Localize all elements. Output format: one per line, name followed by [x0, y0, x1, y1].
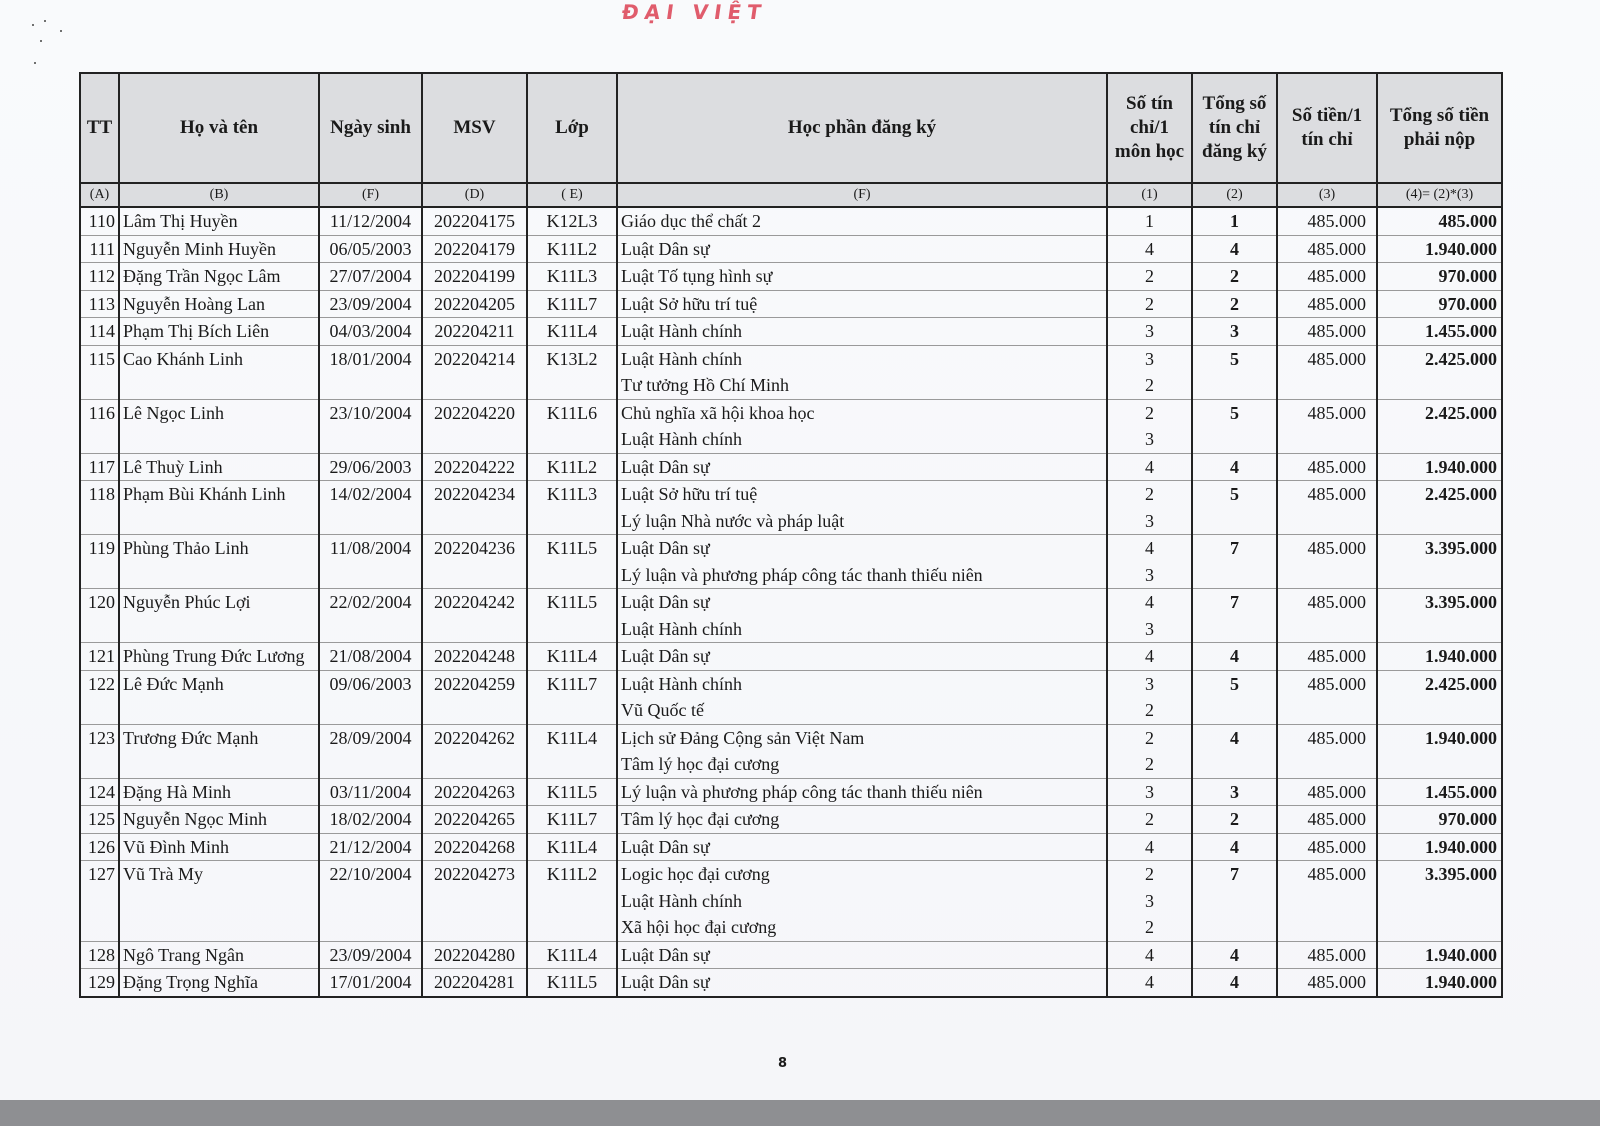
row-number: 129 [88, 972, 115, 992]
column-code-row [80, 183, 1502, 207]
code-courses: (F) [617, 183, 1107, 207]
price-per-credit: 485.000 [1307, 944, 1366, 965]
class-code: K11L3 [546, 266, 598, 286]
course-name: Luật Sở hữu trí tuệ [621, 484, 758, 504]
course-credits: 2 [1145, 864, 1154, 884]
total-credits: 3 [1230, 321, 1239, 341]
row-number: 125 [88, 809, 115, 829]
course-credits: 3 [1145, 429, 1154, 449]
class-code: K11L4 [546, 727, 598, 748]
price-per-credit: 485.000 [1307, 538, 1366, 558]
class-code: K11L2 [546, 456, 598, 477]
course-credits: 2 [1145, 402, 1154, 423]
code-tt: (A) [80, 183, 119, 207]
course-credits: 4 [1145, 456, 1154, 477]
class-code: K11L2 [546, 238, 598, 259]
code-total-credits: (2) [1192, 183, 1277, 207]
course-credits: 2 [1145, 727, 1154, 748]
table-row [80, 535, 1502, 589]
date-of-birth: 03/11/2004 [329, 781, 412, 802]
date-of-birth: 27/07/2004 [329, 266, 412, 286]
course-credits: 4 [1145, 538, 1154, 558]
student-name: Phạm Bùi Khánh Linh [123, 484, 286, 504]
course-credits: 3 [1145, 781, 1154, 802]
student-name: Đặng Trọng Nghĩa [123, 972, 259, 992]
course-name: Luật Dân sự [621, 592, 710, 612]
course-name: Xã hội học đại cương [621, 917, 777, 937]
code-total-amount: (4)= (2)*(3) [1377, 183, 1502, 207]
course-credits: 4 [1145, 944, 1154, 965]
student-id: 202204268 [434, 836, 515, 857]
date-of-birth: 21/08/2004 [329, 646, 412, 666]
table-row [80, 345, 1502, 399]
date-of-birth: 17/01/2004 [329, 972, 412, 992]
red-stamp-fragment: ĐẠI VIỆT [620, 0, 769, 24]
header-row [80, 73, 1502, 183]
row-number: 123 [88, 727, 115, 748]
price-per-credit: 485.000 [1307, 781, 1366, 802]
table-row [80, 235, 1502, 263]
course-credits: 2 [1145, 700, 1154, 720]
student-name: Phạm Thị Bích Liên [123, 321, 270, 341]
course-name: Luật Hành chính [621, 429, 742, 449]
student-name: Phùng Trung Đức Lương [123, 646, 305, 666]
total-amount: 2.425.000 [1425, 673, 1497, 694]
total-amount: 1.455.000 [1425, 781, 1497, 802]
student-name: Lê Đức Mạnh [123, 673, 224, 694]
total-amount: 970.000 [1438, 809, 1497, 829]
price-per-credit: 485.000 [1307, 673, 1366, 694]
course-name: Lý luận và phương pháp công tác thanh thiếu niên [621, 781, 983, 802]
price-per-credit: 485.000 [1307, 402, 1366, 423]
total-credits: 2 [1230, 809, 1239, 829]
price-per-credit: 485.000 [1307, 484, 1366, 504]
course-credits: 1 [1145, 211, 1154, 231]
course-credits: 4 [1145, 836, 1154, 857]
total-amount: 1.455.000 [1425, 321, 1497, 341]
class-code: K11L4 [546, 836, 598, 857]
total-amount: 2.425.000 [1425, 348, 1497, 369]
class-code: K11L3 [546, 484, 598, 504]
page-number: 8 [778, 1056, 788, 1071]
student-name: Trương Đức Mạnh [123, 727, 259, 748]
row-number: 119 [88, 538, 115, 558]
total-amount: 970.000 [1438, 266, 1497, 286]
student-id: 202204179 [434, 238, 515, 259]
code-class: ( E) [527, 183, 617, 207]
class-code: K11L5 [546, 781, 598, 802]
total-credits: 2 [1230, 293, 1239, 314]
date-of-birth: 18/01/2004 [329, 348, 412, 369]
student-id: 202204175 [434, 211, 515, 231]
course-credits: 2 [1145, 484, 1154, 504]
table-row [80, 263, 1502, 291]
table-row [80, 969, 1502, 997]
row-number: 124 [88, 781, 115, 802]
student-id: 202204236 [434, 538, 515, 558]
course-name: Luật Tố tụng hình sự [621, 266, 773, 286]
class-code: K11L4 [546, 646, 598, 666]
course-credits: 2 [1145, 293, 1154, 314]
total-credits: 5 [1230, 402, 1239, 423]
course-credits: 4 [1145, 592, 1154, 612]
class-code: K11L5 [546, 972, 598, 992]
row-number: 127 [88, 864, 115, 884]
course-name: Lý luận và phương pháp công tác thanh thiếu niên [621, 564, 983, 585]
price-per-credit: 485.000 [1307, 809, 1366, 829]
student-id: 202204199 [434, 266, 515, 286]
total-credits: 5 [1230, 673, 1239, 694]
class-code: K11L5 [546, 592, 598, 612]
row-number: 126 [88, 836, 115, 857]
course-credits: 3 [1145, 890, 1154, 911]
course-credits: 3 [1145, 510, 1154, 531]
class-code: K11L4 [546, 321, 598, 341]
student-name: Vũ Đình Minh [123, 836, 230, 857]
header-full-name: Họ và tên [119, 73, 319, 183]
student-id: 202204234 [434, 484, 515, 504]
student-name: Lê Ngọc Linh [123, 402, 224, 423]
class-code: K11L7 [546, 673, 598, 694]
course-name: Luật Dân sự [621, 238, 710, 259]
student-id: 202204273 [434, 864, 515, 884]
price-per-credit: 485.000 [1307, 348, 1366, 369]
table-row [80, 453, 1502, 481]
date-of-birth: 21/12/2004 [329, 836, 412, 857]
header-class: Lớp [527, 73, 617, 183]
total-credits: 4 [1230, 456, 1239, 477]
course-name: Tâm lý học đại cương [621, 809, 780, 829]
header-dob: Ngày sinh [319, 73, 422, 183]
student-name: Cao Khánh Linh [123, 348, 243, 369]
date-of-birth: 09/06/2003 [329, 673, 412, 694]
student-id: 202204242 [434, 592, 515, 612]
student-name: Lâm Thị Huyền [123, 211, 238, 231]
course-name: Lịch sử Đảng Cộng sản Việt Nam [621, 727, 865, 748]
table-row [80, 399, 1502, 453]
class-code: K11L2 [546, 864, 598, 884]
total-credits: 7 [1230, 864, 1239, 884]
student-name: Nguyễn Ngọc Minh [123, 809, 267, 829]
row-number: 114 [88, 321, 115, 341]
code-price-per-credit: (3) [1277, 183, 1377, 207]
total-credits: 4 [1230, 238, 1239, 259]
student-name: Phùng Thảo Linh [123, 538, 249, 558]
course-credits: 4 [1145, 238, 1154, 259]
total-credits: 4 [1230, 646, 1239, 666]
course-credits: 3 [1145, 673, 1154, 694]
class-code: K11L5 [546, 538, 598, 558]
header-msv: MSV [422, 73, 527, 183]
course-name: Luật Dân sự [621, 972, 710, 992]
date-of-birth: 23/09/2004 [329, 944, 412, 965]
course-name: Luật Hành chính [621, 890, 742, 911]
course-credits: 3 [1145, 564, 1154, 585]
date-of-birth: 22/02/2004 [329, 592, 412, 612]
date-of-birth: 11/08/2004 [329, 538, 412, 558]
row-number: 112 [88, 266, 115, 286]
class-code: K11L4 [546, 944, 598, 965]
total-credits: 1 [1230, 211, 1239, 231]
table-row [80, 861, 1502, 942]
scan-specks [30, 14, 90, 64]
student-id: 202204280 [434, 944, 515, 965]
row-number: 120 [88, 592, 115, 612]
row-number: 128 [88, 944, 115, 965]
date-of-birth: 18/02/2004 [329, 809, 412, 829]
header-courses: Học phần đăng ký [617, 73, 1107, 183]
course-credits: 4 [1145, 646, 1154, 666]
course-name: Lý luận Nhà nước và pháp luật [621, 510, 845, 531]
course-name: Logic học đại cương [621, 864, 770, 884]
student-id: 202204205 [434, 293, 515, 314]
price-per-credit: 485.000 [1307, 293, 1366, 314]
table-row [80, 589, 1502, 643]
total-credits: 5 [1230, 348, 1239, 369]
header-credits-per-course: Số tín chỉ/1 môn học [1107, 73, 1192, 183]
table-body [80, 207, 1502, 997]
student-id: 202204222 [434, 456, 515, 477]
class-code: K11L7 [546, 293, 598, 314]
student-name: Ngô Trang Ngân [123, 944, 245, 965]
total-amount: 485.000 [1438, 211, 1497, 231]
price-per-credit: 485.000 [1307, 727, 1366, 748]
total-amount: 1.940.000 [1425, 238, 1497, 259]
table-row [80, 481, 1502, 535]
price-per-credit: 485.000 [1307, 321, 1366, 341]
date-of-birth: 14/02/2004 [329, 484, 412, 504]
date-of-birth: 22/10/2004 [329, 864, 412, 884]
table-row [80, 290, 1502, 318]
code-full-name: (B) [119, 183, 319, 207]
total-credits: 2 [1230, 266, 1239, 286]
course-credits: 3 [1145, 321, 1154, 341]
course-credits: 4 [1145, 972, 1154, 992]
date-of-birth: 29/06/2003 [329, 456, 412, 477]
row-number: 116 [88, 402, 115, 423]
student-name: Lê Thuỳ Linh [123, 456, 223, 477]
class-code: K11L7 [546, 809, 598, 829]
header-price-per-credit: Số tiền/1 tín chỉ [1277, 73, 1377, 183]
course-credits: 3 [1145, 348, 1154, 369]
price-per-credit: 485.000 [1307, 592, 1366, 612]
date-of-birth: 23/09/2004 [329, 293, 412, 314]
course-name: Tâm lý học đại cương [621, 754, 780, 774]
course-name: Chủ nghĩa xã hội khoa học [621, 402, 815, 423]
student-id: 202204263 [434, 781, 515, 802]
student-id: 202204281 [434, 972, 515, 992]
price-per-credit: 485.000 [1307, 864, 1366, 884]
total-credits: 4 [1230, 972, 1239, 992]
total-amount: 3.395.000 [1425, 864, 1497, 884]
course-credits: 2 [1145, 917, 1154, 937]
table-row [80, 778, 1502, 806]
price-per-credit: 485.000 [1307, 456, 1366, 477]
student-id: 202204214 [434, 348, 515, 369]
class-code: K12L3 [546, 211, 598, 231]
header-total-amount: Tổng số tiền phải nộp [1377, 73, 1502, 183]
student-name: Đặng Hà Minh [123, 781, 231, 802]
total-amount: 1.940.000 [1425, 646, 1497, 666]
row-number: 121 [88, 646, 115, 666]
student-id: 202204259 [434, 673, 515, 694]
total-credits: 3 [1230, 781, 1239, 802]
total-credits: 4 [1230, 727, 1239, 748]
table-row [80, 833, 1502, 861]
course-name: Luật Hành chính [621, 618, 742, 639]
course-credits: 2 [1145, 375, 1154, 395]
course-name: Luật Dân sự [621, 944, 710, 965]
price-per-credit: 485.000 [1307, 266, 1366, 286]
price-per-credit: 485.000 [1307, 211, 1366, 231]
course-credits: 2 [1145, 809, 1154, 829]
table-row [80, 941, 1502, 969]
student-id: 202204265 [434, 809, 515, 829]
class-code: K13L2 [546, 348, 598, 369]
table-row [80, 806, 1502, 834]
course-name: Luật Hành chính [621, 673, 742, 694]
row-number: 117 [88, 456, 115, 477]
date-of-birth: 04/03/2004 [329, 321, 412, 341]
total-credits: 7 [1230, 538, 1239, 558]
tuition-registration-table [79, 72, 1503, 998]
table-row [80, 643, 1502, 671]
price-per-credit: 485.000 [1307, 972, 1366, 992]
course-name: Giáo dục thể chất 2 [621, 211, 761, 231]
course-credits: 2 [1145, 754, 1154, 774]
course-name: Luật Dân sự [621, 646, 710, 666]
row-number: 111 [89, 238, 115, 259]
row-number: 118 [88, 484, 115, 504]
total-amount: 1.940.000 [1425, 836, 1497, 857]
price-per-credit: 485.000 [1307, 836, 1366, 857]
price-per-credit: 485.000 [1307, 238, 1366, 259]
total-amount: 2.425.000 [1425, 484, 1497, 504]
course-name: Luật Hành chính [621, 348, 742, 369]
date-of-birth: 23/10/2004 [329, 402, 412, 423]
course-name: Vũ Quốc tế [621, 700, 704, 720]
student-name: Nguyễn Minh Huyền [123, 238, 276, 259]
student-name: Đặng Trần Ngọc Lâm [123, 266, 281, 286]
total-amount: 1.940.000 [1425, 972, 1497, 992]
date-of-birth: 11/12/2004 [329, 211, 412, 231]
total-credits: 7 [1230, 592, 1239, 612]
code-credits-per-course: (1) [1107, 183, 1192, 207]
course-credits: 2 [1145, 266, 1154, 286]
table-row [80, 670, 1502, 724]
course-name: Luật Hành chính [621, 321, 742, 341]
student-id: 202204220 [434, 402, 515, 423]
student-id: 202204248 [434, 646, 515, 666]
course-name: Luật Dân sự [621, 836, 710, 857]
code-dob: (F) [319, 183, 422, 207]
student-name: Nguyễn Hoàng Lan [123, 293, 265, 314]
total-amount: 970.000 [1438, 293, 1497, 314]
class-code: K11L6 [546, 402, 598, 423]
total-amount: 1.940.000 [1425, 944, 1497, 965]
total-amount: 3.395.000 [1425, 592, 1497, 612]
row-number: 115 [88, 348, 115, 369]
total-amount: 1.940.000 [1425, 727, 1497, 748]
total-amount: 2.425.000 [1425, 402, 1497, 423]
table-row [80, 207, 1502, 235]
total-credits: 4 [1230, 944, 1239, 965]
date-of-birth: 28/09/2004 [329, 727, 412, 748]
price-per-credit: 485.000 [1307, 646, 1366, 666]
course-name: Tư tưởng Hồ Chí Minh [621, 375, 790, 395]
code-msv: (D) [422, 183, 527, 207]
total-credits: 4 [1230, 836, 1239, 857]
row-number: 122 [88, 673, 115, 694]
course-name: Luật Dân sự [621, 456, 710, 477]
row-number: 110 [88, 211, 115, 231]
total-credits: 5 [1230, 484, 1239, 504]
course-name: Luật Sở hữu trí tuệ [621, 293, 758, 314]
student-name: Vũ Trà My [123, 864, 204, 884]
date-of-birth: 06/05/2003 [329, 238, 412, 259]
total-amount: 3.395.000 [1425, 538, 1497, 558]
table-row [80, 724, 1502, 778]
header-total-credits: Tổng số tín chỉ đăng ký [1192, 73, 1277, 183]
total-amount: 1.940.000 [1425, 456, 1497, 477]
row-number: 113 [88, 293, 115, 314]
student-name: Nguyễn Phúc Lợi [123, 592, 251, 612]
header-tt: TT [80, 73, 119, 183]
student-id: 202204211 [434, 321, 515, 341]
course-name: Luật Dân sự [621, 538, 710, 558]
table-row [80, 318, 1502, 346]
student-id: 202204262 [434, 727, 515, 748]
scanner-edge [0, 1100, 1600, 1126]
course-credits: 3 [1145, 618, 1154, 639]
